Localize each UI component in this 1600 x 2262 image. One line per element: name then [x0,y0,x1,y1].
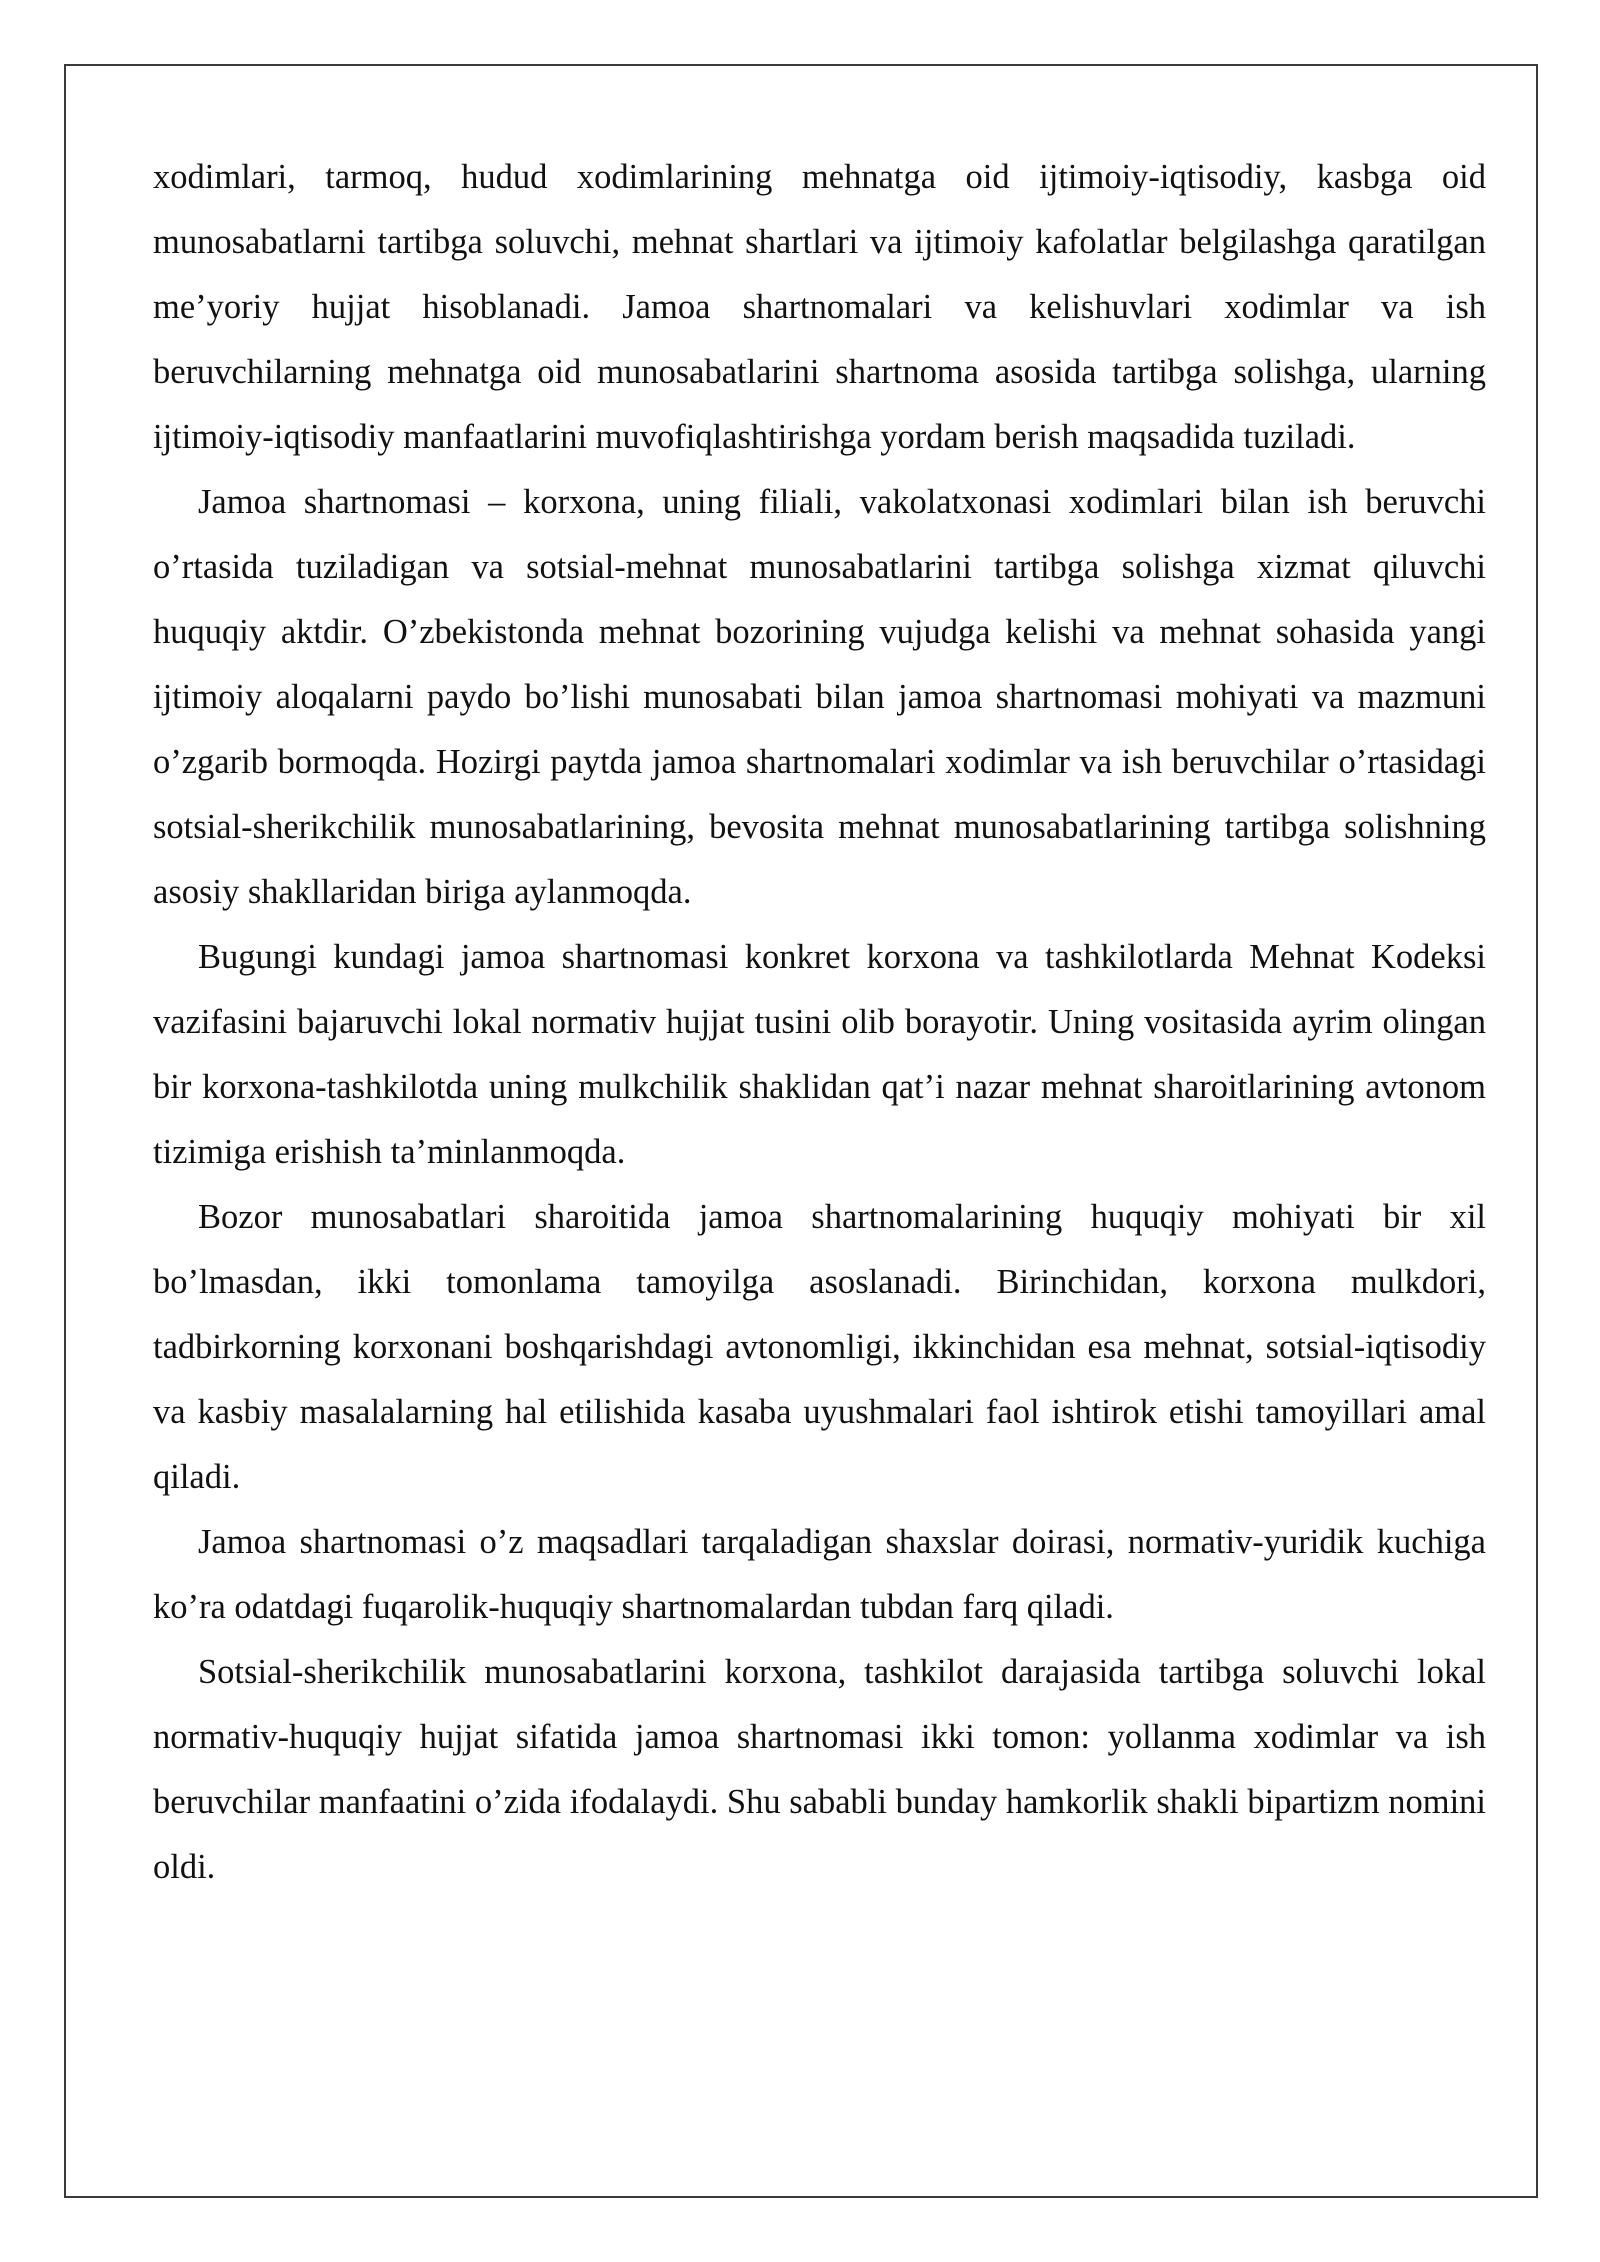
paragraph-6: Sotsial-sherikchilik munosabatlarini korxona, tashkilot darajasida tartibga soluvchi lokal normativ-huquqiy hujjat sifatida jamoa shartnomasi ikki tomon: yollanma xodimlar va ish beruvchilar manfaatini o’zida ifodalaydi. Shu sababli bunday hamkorlik shakli bipartizm nomini oldi. [153,1653,1486,1886]
document-body [153,145,1486,1900]
paragraph-5: Jamoa shartnomasi o’z maqsadlari tarqaladigan shaxslar doirasi, normativ-yuridik kuchiga ko’ra odatdagi fuqarolik-huquqiy shartnomalardan tubdan farq qiladi. [153,1523,1486,1626]
paragraph-1: xodimlari, tarmoq, hudud xodimlarining mehnatga oid ijtimoiy-iqtisodiy, kasbga oid munosabatlarni tartibga soluvchi, mehnat shartlari va ijtimoiy kafolatlar belgilashga qaratilgan me’yoriy hujjat hisoblanadi. Jamoa shartnomalari va kelishuvlari xodimlar va ish beruvchilarning mehnatga oid munosabatlarini shartnoma asosida tartibga solishga, ularning ijtimoiy-iqtisodiy manfaatlarini muvofiqlashtirishga yordam berish maqsadida tuziladi. [153,158,1486,456]
paragraph-4: Bozor munosabatlari sharoitida jamoa shartnomalarining huquqiy mohiyati bir xil bo’lmasdan, ikki tomonlama tamoyilga asoslanadi. Birinchidan, korxona mulkdori, tadbirkorning korxonani boshqarishdagi avtonomligi, ikkinchidan esa mehnat, sotsial-iqtisodiy va kasbiy masalalarning hal etilishida kasaba uyushmalari faol ishtirok etishi tamoyillari amal qiladi. [153,1198,1486,1496]
paragraph-2: Jamoa shartnomasi – korxona, uning filiali, vakolatxonasi xodimlari bilan ish beruvchi o’rtasida tuziladigan va sotsial-mehnat munosabatlarini tartibga solishga xizmat qiluvchi huquqiy aktdir. O’zbekistonda mehnat bozorining vujudga kelishi va mehnat sohasida yangi ijtimoiy aloqalarni paydo bo’lishi munosabati bilan jamoa shartnomasi mohiyati va mazmuni o’zgarib bormoqda. Hozirgi paytda jamoa shartnomalari xodimlar va ish beruvchilar o’rtasidagi sotsial-sherikchilik munosabatlarining, bevosita mehnat munosabatlarining tartibga solishning asosiy shakllaridan biriga aylanmoqda. [153,483,1486,911]
paragraph-3: Bugungi kundagi jamoa shartnomasi konkret korxona va tashkilotlarda Mehnat Kodeksi vazifasini bajaruvchi lokal normativ hujjat tusini olib borayotir. Uning vositasida ayrim olingan bir korxona-tashkilotda uning mulkchilik shaklidan qat’i nazar mehnat sharoitlarining avtonom tizimiga erishish ta’minlanmoqda. [153,938,1486,1171]
